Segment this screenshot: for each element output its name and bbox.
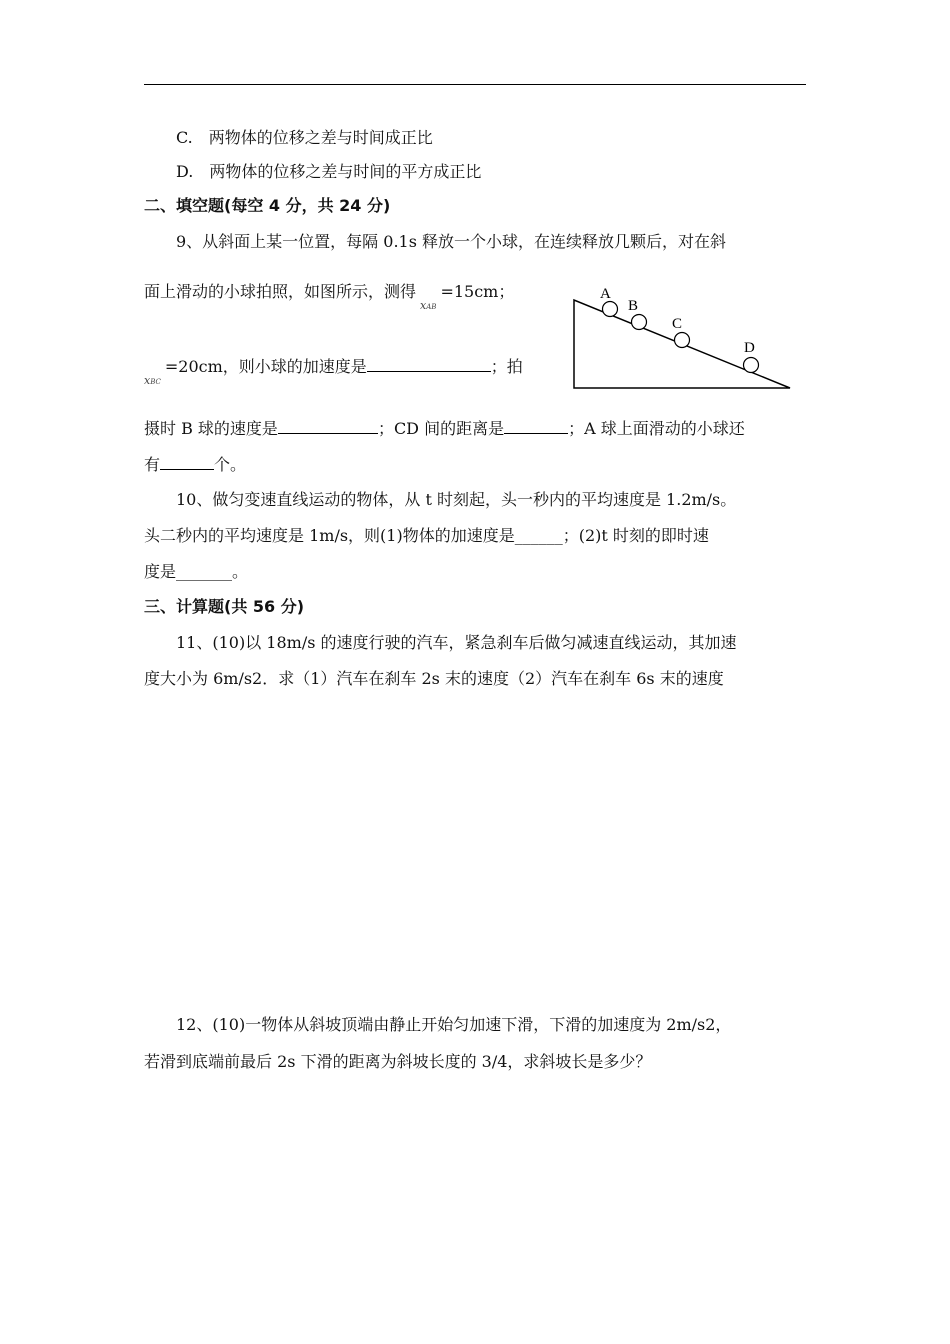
label-d: D (744, 340, 755, 356)
xab-symbol (420, 299, 436, 312)
q11-line-1: 11、(10)以 18m/s 的速度行驶的汽车，紧急刹车后做匀减速直线运动，其加速 (176, 633, 737, 652)
xbc-var: x (144, 374, 151, 387)
q9-line-4 (144, 418, 745, 439)
label-b: B (628, 298, 639, 314)
option-d: D. 两物体的位移之差与时间的平方成正比 (176, 162, 482, 181)
q9-line-5 (144, 454, 246, 475)
section-2-heading: 二、填空题(每空 4 分，共 24 分) (144, 196, 391, 215)
q11-line-2: 度大小为 6m/s2．求（1）汽车在刹车 2s 末的速度（2）汽车在刹车 6s 末的速度 (144, 669, 724, 688)
q9-line-5-b: 个。 (214, 455, 247, 474)
q9-line-4-a: 摄时 B 球的速度是 (144, 419, 278, 438)
option-c: C. 两物体的位移之差与时间成正比 (176, 128, 433, 147)
q9-line-3-end: ；拍 (490, 357, 523, 376)
q12-line-2: 若滑到底端前最后 2s 下滑的距离为斜坡长度的 3/4，求斜坡长是多少？ (144, 1052, 652, 1071)
xbc-sub: BC (150, 378, 161, 386)
q9-line-5-a: 有 (144, 455, 161, 474)
q9-line-3 (144, 356, 523, 387)
xab-value: =15cm； (440, 282, 515, 301)
q9-line-4-b: ；CD 间的距离是 (377, 419, 505, 438)
xab-var: x (420, 299, 427, 312)
q10-line-3: 度是_______。 (144, 562, 249, 581)
incline-figure (560, 280, 800, 400)
ball-b (632, 315, 647, 330)
q10-line-1: 10、做匀变速直线运动的物体，从 t 时刻起，头一秒内的平均速度是 1.2m/s。 (176, 490, 737, 509)
blank-b-velocity (278, 418, 378, 434)
label-c: C (672, 316, 683, 332)
blank-acceleration (367, 356, 491, 372)
label-a: A (600, 286, 611, 302)
blank-ball-count (160, 454, 214, 470)
q9-line-4-c: ；A 球上面滑动的小球还 (568, 419, 745, 438)
xab-sub: AB (426, 303, 437, 311)
q9-line-2 (144, 282, 515, 312)
header-rule (144, 84, 806, 85)
ball-a (603, 302, 618, 317)
q9-line-3-text: =20cm，则小球的加速度是 (164, 357, 367, 376)
section-3-heading: 三、计算题(共 56 分) (144, 597, 305, 616)
xbc-symbol (144, 374, 161, 387)
q10-line-2: 头二秒内的平均速度是 1m/s，则(1)物体的加速度是______；(2)t 时刻的即时速 (144, 526, 709, 545)
q9-line-1: 9、从斜面上某一位置，每隔 0.1s 释放一个小球，在连续释放几颗后，对在斜 (176, 232, 727, 251)
ball-d (744, 358, 759, 373)
ball-c (675, 333, 690, 348)
q12-line-1: 12、(10)一物体从斜坡顶端由静止开始匀加速下滑，下滑的加速度为 2m/s2， (176, 1015, 732, 1034)
blank-cd-distance (504, 418, 568, 434)
q9-line-2-text: 面上滑动的小球拍照，如图所示，测得 (144, 282, 417, 301)
